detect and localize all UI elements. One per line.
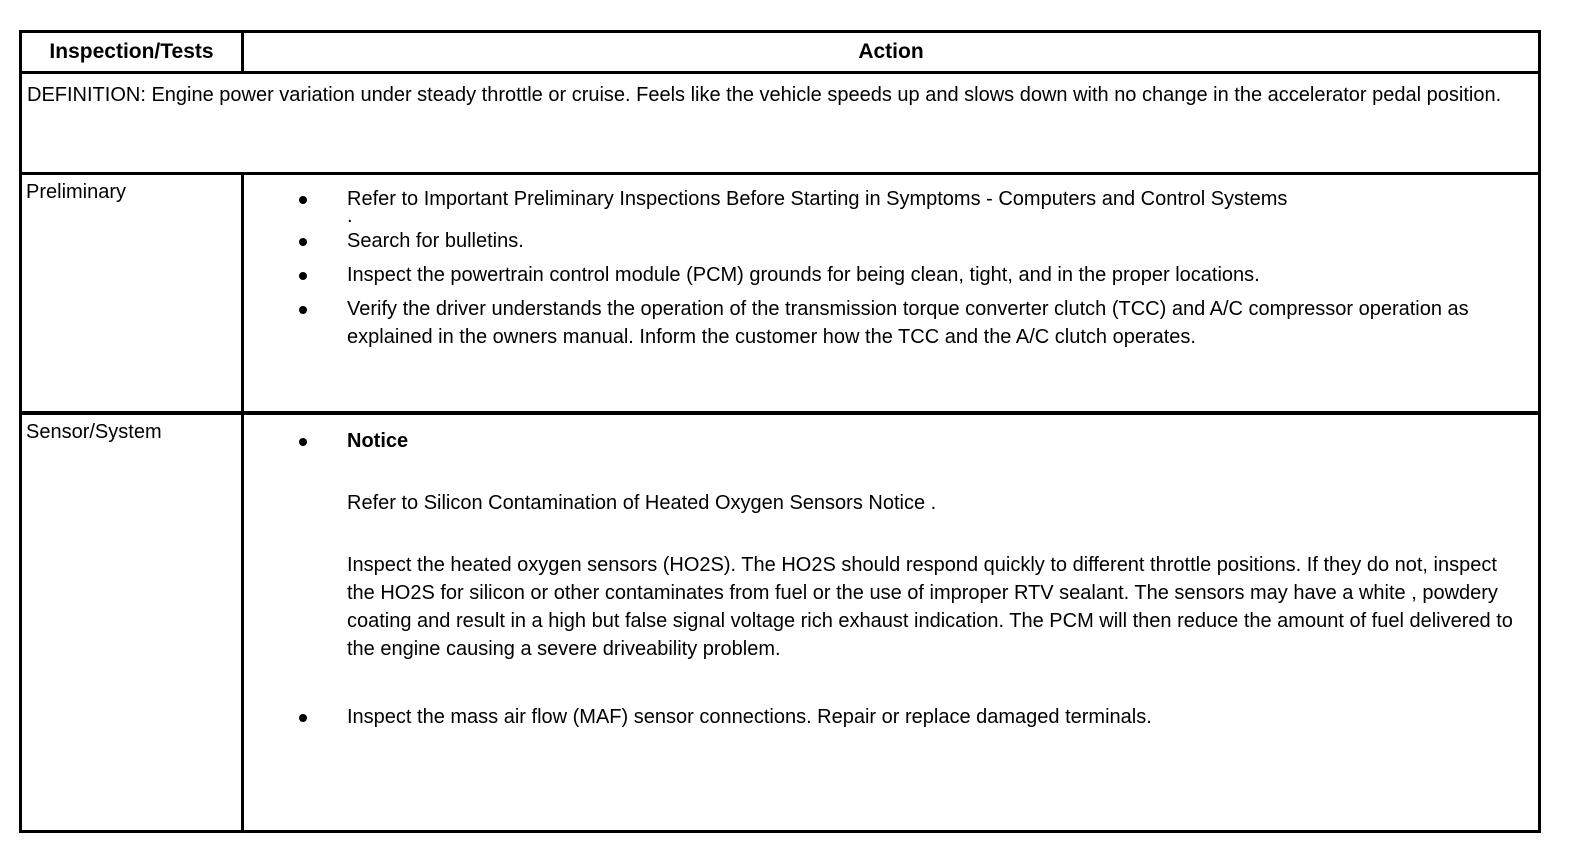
notice-title: Notice: [347, 430, 409, 452]
bullet-text: Verify the driver understands the operation of the transmission torque converter clutch (TCC) and A/C compressor operation as explained in the owners manual. Inform the customer how the TCC and the A/C clutch operates.: [347, 298, 1469, 348]
inspection-table: [19, 30, 1541, 833]
notice-reference: Refer to Silicon Contamination of Heated Oxygen Sensors Notice .: [347, 492, 937, 514]
header-action: Action: [858, 40, 924, 63]
list-item: [299, 295, 1530, 351]
bullet-icon: [299, 306, 307, 314]
list-item: [299, 261, 1530, 289]
cell-sensor-label: [22, 415, 244, 830]
bullet-icon: [299, 714, 307, 722]
bullet-text: Inspect the mass air flow (MAF) sensor connections. Repair or replace damaged terminals.: [347, 706, 1152, 728]
bullet-icon: [299, 196, 307, 204]
cell-preliminary-action: [244, 175, 1538, 411]
header-cell-action: [244, 33, 1538, 71]
bullet-text: Refer to Important Preliminary Inspections Before Starting in Symptoms - Computers and Control Systems: [347, 188, 1288, 210]
header-cell-inspection: [22, 33, 244, 71]
cell-preliminary-label: [22, 175, 244, 411]
definition-row: [22, 74, 1538, 175]
bullet-text: Inspect the powertrain control module (PCM) grounds for being clean, tight, and in the proper locations.: [347, 264, 1260, 286]
header-inspection-tests: Inspection/Tests: [49, 40, 214, 63]
list-item: [299, 427, 1530, 663]
list-item: [299, 185, 1530, 227]
bullet-icon: [299, 238, 307, 246]
list-item: [299, 227, 1530, 255]
notice-body: Inspect the heated oxygen sensors (HO2S). The HO2S should respond quickly to different throttle positions. If they do not, inspect the HO2S for silicon or other contaminates from fuel or the use of improper RTV sealant. The sensors may have a white , powdery coating and result in a high but false signal voltage rich exhaust indication. The PCM will then reduce the amount of fuel delivered to the engine causing a severe driveability problem.: [347, 554, 1513, 660]
cell-sensor-action: [244, 415, 1538, 830]
definition-text: DEFINITION: Engine power variation under steady throttle or cruise. Feels like the vehicle speeds up and slows down with no change in the accelerator pedal position.: [27, 84, 1502, 106]
trailing-period: .: [347, 205, 353, 227]
list-item: [299, 703, 1530, 731]
row-label-sensor-system: Sensor/System: [26, 421, 162, 443]
table-header-row: [22, 33, 1538, 74]
row-label-preliminary: Preliminary: [26, 181, 127, 203]
preliminary-bullet-list: [299, 185, 1530, 357]
sensor-bullet-list: [299, 427, 1530, 737]
bullet-text: Search for bulletins.: [347, 230, 524, 252]
table-row-sensor-system: [22, 415, 1538, 830]
bullet-icon: [299, 272, 307, 280]
table-row-preliminary: [22, 175, 1538, 415]
bullet-icon: [299, 438, 307, 446]
